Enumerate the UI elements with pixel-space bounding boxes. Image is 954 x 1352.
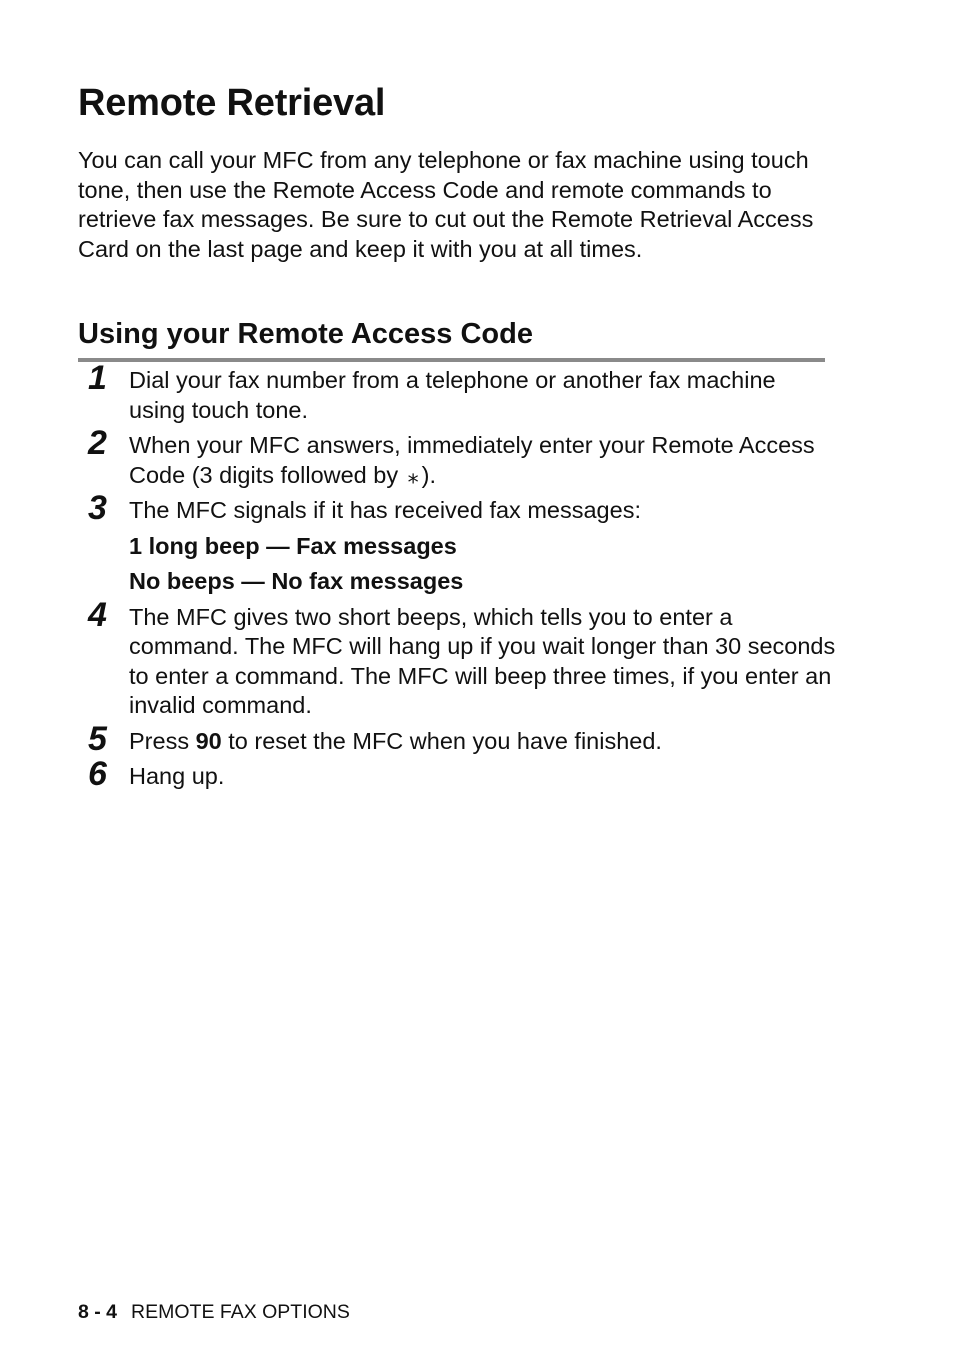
step-text <box>129 727 838 757</box>
step-text: The MFC gives two short beeps, which tells you to enter a command. The MFC will hang up if you wait longer than 30 seconds to enter a command. The MFC will beep three times, if you enter an invalid command. <box>129 603 836 718</box>
section-heading: Using your Remote Access Code <box>78 316 825 362</box>
step-number: 4 <box>88 595 107 634</box>
steps-list <box>78 359 838 798</box>
step-text <box>129 431 838 490</box>
step-number: 5 <box>88 719 107 758</box>
step-3 <box>78 489 838 597</box>
step-number: 3 <box>88 489 107 527</box>
step-text-after: to reset the MFC when you have finished. <box>221 727 662 754</box>
footer-section-title: REMOTE FAX OPTIONS <box>131 1301 350 1323</box>
step-number: 6 <box>88 755 107 793</box>
signal-no-beeps: No beeps — No fax messages <box>129 568 464 594</box>
step-text-before: When your MFC answers, immediately enter your Remote Access Code (3 digits followed by <box>129 432 815 488</box>
signal-long-beep: 1 long beep — Fax messages <box>129 532 457 559</box>
step-4 <box>78 595 838 721</box>
step-5 <box>78 719 838 758</box>
intro-paragraph: You can call your MFC from any telephone or fax machine using touch tone, then use the Remote Access Code and remote commands to retrieve fax messages. Be sure to cut out the Remote Retrieval Access Card on the last page and keep it with you at all times. <box>78 147 814 262</box>
step-text: Dial your fax number from a telephone or another fax machine using touch tone. <box>129 367 776 423</box>
step-number: 2 <box>88 424 107 462</box>
step-text-before: Press <box>129 727 196 754</box>
command-code: 90 <box>195 727 222 754</box>
footer-page-number: 8 - 4 <box>78 1301 118 1323</box>
step-text: The MFC signals if it has received fax messages: <box>129 497 641 523</box>
page-title: Remote Retrieval <box>78 82 386 124</box>
star-key-icon: ⁎ <box>407 462 419 488</box>
step-1 <box>78 359 838 425</box>
step-number: 1 <box>88 359 107 397</box>
step-text: Hang up. <box>129 763 225 789</box>
step-2 <box>78 424 838 490</box>
step-6 <box>78 755 838 793</box>
step-text-after: ). <box>421 461 436 488</box>
page-footer <box>78 1300 350 1324</box>
